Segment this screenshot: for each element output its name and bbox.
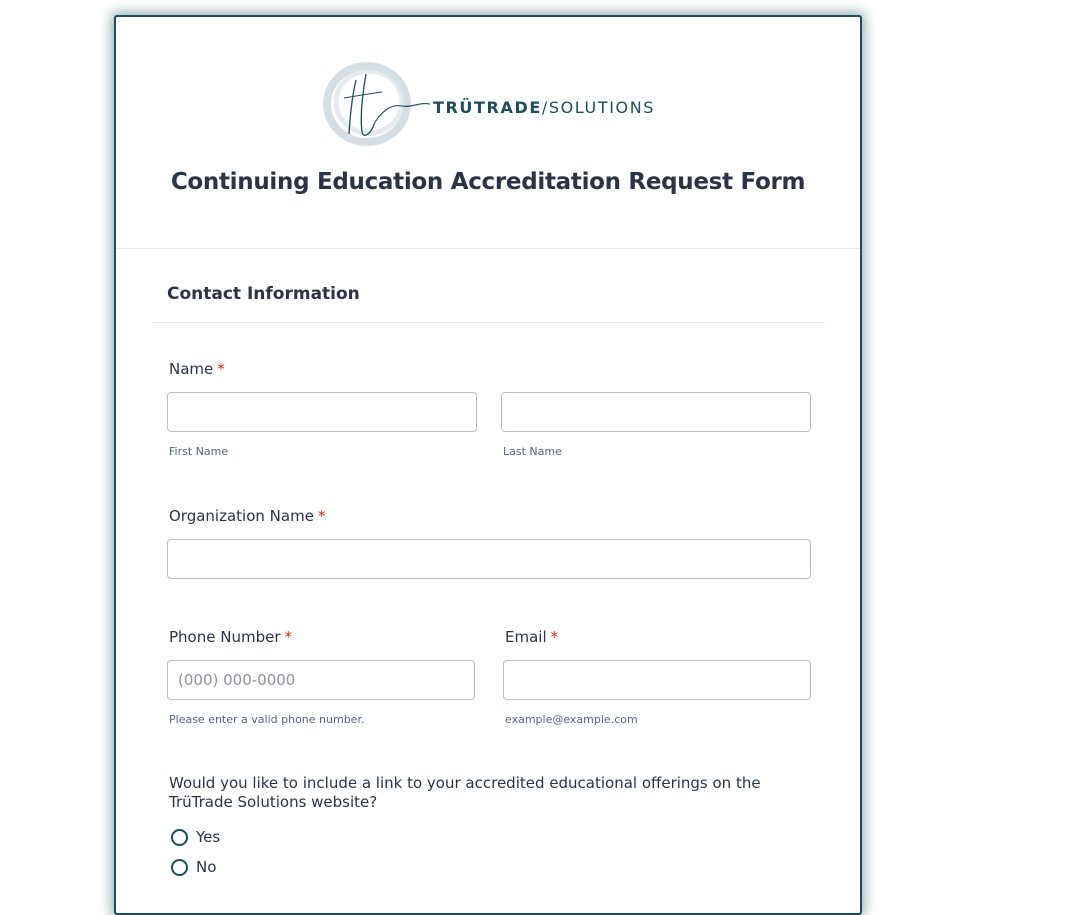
brand-wordmark <box>433 98 655 117</box>
email-label <box>505 628 558 646</box>
name-label <box>169 360 225 378</box>
required-marker: * <box>317 507 326 525</box>
email-label-text: Email <box>505 628 547 646</box>
organization-name-input[interactable] <box>167 539 811 579</box>
brand-logo <box>322 62 667 152</box>
required-marker: * <box>284 628 292 646</box>
radio-option-label: Yes <box>196 828 221 846</box>
radio-option-no[interactable] <box>171 858 216 876</box>
last-name-sublabel: Last Name <box>503 445 562 458</box>
phone-label-text: Phone Number <box>169 628 281 646</box>
form-title: Continuing Education Accreditation Request Form <box>170 169 806 195</box>
radio-circle-icon[interactable] <box>171 859 188 876</box>
required-marker: * <box>550 628 559 646</box>
brand-name-rest: /SOLUTIONS <box>541 98 656 117</box>
form-header <box>116 17 860 249</box>
logo-mark-icon <box>322 62 432 152</box>
first-name-input[interactable] <box>167 392 477 432</box>
section-divider <box>153 322 825 323</box>
radio-option-yes[interactable] <box>171 828 220 846</box>
brand-name-strong: TRÜTRADE <box>433 98 542 117</box>
phone-sublabel: Please enter a valid phone number. <box>169 713 365 726</box>
radio-option-label: No <box>196 858 217 876</box>
phone-number-input[interactable] <box>167 660 475 700</box>
phone-label <box>169 628 292 646</box>
link-question: Would you like to include a link to your accredited educational offerings on the TrüTrade Solutions website? <box>169 774 761 811</box>
organization-label-text: Organization Name <box>169 507 314 525</box>
first-name-sublabel: First Name <box>169 445 229 458</box>
email-input[interactable] <box>503 660 811 700</box>
required-marker: * <box>217 360 225 378</box>
email-sublabel: example@example.com <box>505 713 638 726</box>
last-name-input[interactable] <box>501 392 811 432</box>
name-label-text: Name <box>169 360 214 378</box>
organization-label <box>169 507 325 525</box>
form-card <box>114 15 862 915</box>
section-title: Contact Information <box>167 284 360 304</box>
radio-circle-icon[interactable] <box>171 829 188 846</box>
